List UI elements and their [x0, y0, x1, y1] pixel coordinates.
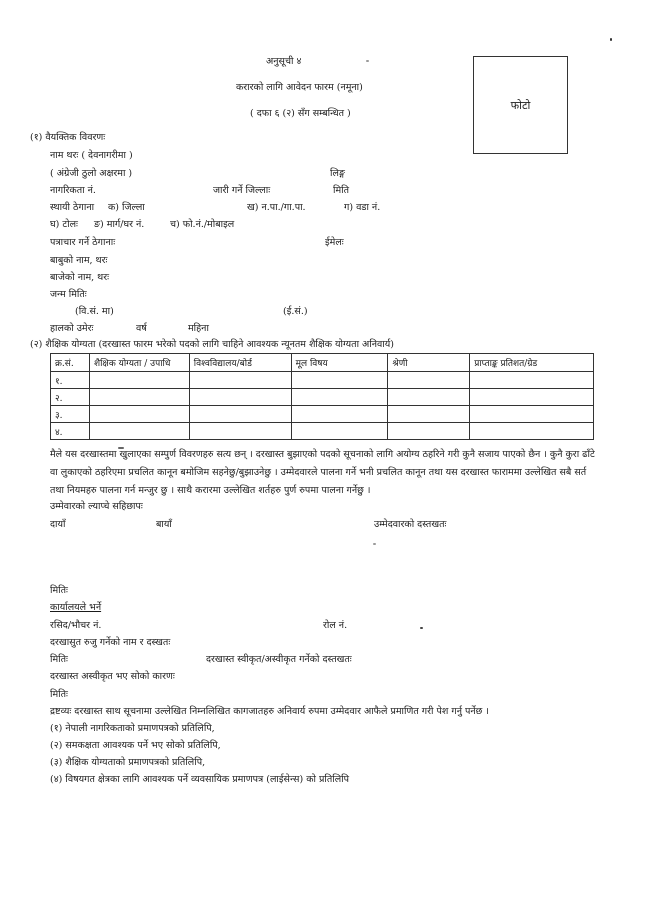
- cell-qualification[interactable]: [89, 372, 189, 389]
- gender-label: लिङ्ग: [330, 168, 345, 179]
- education-table: [50, 353, 594, 440]
- ward-no-label: ग) वडा नं.: [344, 202, 381, 213]
- street-house-label: ङ) मार्ग/घर नं.: [94, 219, 145, 230]
- citizenship-date-label: मिति: [333, 185, 350, 196]
- declaration-date-label: मितिः: [50, 585, 68, 596]
- scan-speck: [610, 38, 612, 41]
- scan-speck: [420, 627, 423, 629]
- table-header-row: [51, 354, 594, 372]
- table-row: [51, 389, 594, 406]
- declaration-text: मैले यस दरखास्तमा खुलाएका सम्पुर्ण विवरणहरु सत्य छन् । दरखास्त बुझाएको पदको सूचनाको लागि अयोग्य ठहरिने गरी कुनै सजाय पाएको छैन । कुनै कुरा ढाँटे वा लुकाएको ठहरिएमा प्रचलित कानून बमोजिम सहनेछु/बुझाउनेछु । उम्मेदवारले पालना गर्ने भनी प्रचलित कानून तथा यस दरखास्त फाराममा उल्लेखित सबै सर्त तथा नियमहरु पालना गर्न मन्जुर छु । साथै करारमा उल्लेखित शर्तहरु पुर्ण रुपमा पालना गर्नेछु ।: [50, 449, 595, 496]
- registrar-label: दरखासुत रुजु गर्नेको नाम र दस्खतः: [50, 637, 171, 648]
- cell-division[interactable]: [388, 406, 470, 423]
- column-header-percentage-grade: प्राप्ताङ्क प्रतिशत/ग्रेड: [470, 354, 594, 372]
- dob-label: जन्म मितिः: [50, 289, 87, 300]
- cell-serial: १.: [51, 372, 90, 389]
- district-label: क) जिल्ला: [108, 202, 145, 213]
- cell-university[interactable]: [189, 423, 291, 440]
- right-thumb-label: दायाँ: [50, 519, 66, 530]
- column-header-division: श्रेणी: [388, 354, 470, 372]
- section2-heading: (२) शैक्षिक योग्यता (दरखास्त फारम भरेको पदको लागि चाहिने आवश्यक न्यूनतम शैक्षिक योग्यता अनिवार्य): [30, 339, 395, 350]
- father-name-label: बाबुको नाम, थरः: [50, 255, 108, 266]
- notes-intro: द्रष्टव्यः दरखास्त साथ सूचनामा उल्लेखित निम्नलिखित कागजातहरु अनिवार्य रुपमा उम्मेदवार आफैले प्रमाणित गरी पेश गर्नु पर्नेछ ।: [50, 706, 489, 717]
- cell-division[interactable]: [388, 389, 470, 406]
- photo-label: फोटो: [510, 98, 531, 112]
- phone-mobile-label: च) फो.नं./मोबाइल: [170, 219, 235, 230]
- rejection-date-label: मितिः: [50, 689, 68, 700]
- current-age-label: हालको उमेरः: [50, 323, 94, 334]
- cell-qualification[interactable]: [89, 423, 189, 440]
- candidate-signature-label: उम्मेदवारको दस्तखतः: [374, 519, 447, 530]
- cell-university[interactable]: [189, 372, 291, 389]
- form-subtitle: ( दफा ६ (२) सँग सम्बन्धित ): [250, 108, 351, 119]
- cell-qualification[interactable]: [89, 389, 189, 406]
- receipt-no-label: रसिद/भौचर नं.: [50, 620, 102, 631]
- cell-serial: ३.: [51, 406, 90, 423]
- cell-percentage-grade[interactable]: [470, 389, 594, 406]
- issued-district-label: जारी गर्ने जिल्लाः: [213, 185, 271, 196]
- tole-label: घ) टोलः: [50, 219, 78, 230]
- schedule-label: अनुसूची ४: [266, 56, 302, 67]
- scan-speck: [373, 543, 376, 545]
- municipality-label: ख) न.पा./गा.पा.: [247, 202, 306, 213]
- column-header-major-subject: मूल विषय: [291, 354, 388, 372]
- photo-box[interactable]: [473, 56, 568, 154]
- column-header-university: विश्वविद्यालय/बोर्ड: [189, 354, 291, 372]
- column-header-serial: क्र.सं.: [51, 354, 90, 372]
- correspondence-address-label: पत्राचार गर्ने ठेगानाः: [50, 237, 116, 248]
- office-date-label: मितिः: [50, 654, 68, 665]
- dob-ad-label: (ई.सं.): [283, 306, 308, 317]
- years-label: वर्ष: [136, 323, 147, 334]
- grandfather-name-label: बाजेको नाम, थरः: [50, 272, 110, 283]
- cell-percentage-grade[interactable]: [470, 372, 594, 389]
- months-label: महिना: [188, 323, 209, 334]
- approver-signature-label: दरखास्त स्वीकृत/अस्वीकृत गर्नेको दस्तखतः: [206, 654, 352, 665]
- note-item: (२) समकक्षता आवश्यक पर्ने भए सोको प्रतिलिपि,: [50, 740, 221, 751]
- permanent-address-label: स्थायी ठेगाना: [50, 202, 95, 213]
- cell-qualification[interactable]: [89, 406, 189, 423]
- table-row: [51, 423, 594, 440]
- form-title: करारको लागि आवेदन फारम (नमूना): [236, 82, 363, 93]
- column-header-qualification: शैक्षिक योग्यता / उपाधि: [89, 354, 189, 372]
- cell-serial: २.: [51, 389, 90, 406]
- table-row: [51, 406, 594, 423]
- scan-speck: [366, 60, 369, 62]
- note-item: (३) शैक्षिक योग्यताको प्रमाणपत्रको प्रतिलिपि,: [50, 757, 206, 768]
- scan-speck: [118, 447, 124, 449]
- dob-bs-label: (वि.सं. मा): [75, 306, 114, 317]
- cell-major-subject[interactable]: [291, 389, 388, 406]
- office-use-heading: कार्यालयले भर्ने: [50, 602, 102, 613]
- roll-no-label: रोल नं.: [323, 620, 348, 631]
- table-row: [51, 372, 594, 389]
- note-item: (१) नेपाली नागरिकताको प्रमाणपत्रको प्रतिलिपि,: [50, 723, 215, 734]
- citizenship-no-label: नागरिकता नं.: [50, 185, 96, 196]
- cell-division[interactable]: [388, 372, 470, 389]
- cell-university[interactable]: [189, 406, 291, 423]
- name-devanagari-label: नाम थरः ( देवनागरीमा ): [50, 150, 133, 161]
- cell-division[interactable]: [388, 423, 470, 440]
- cell-major-subject[interactable]: [291, 423, 388, 440]
- section1-heading: (१) वैयक्तिक विवरणः: [30, 132, 106, 143]
- rejection-reason-label: दरखास्त अस्वीकृत भए सोको कारणः: [50, 671, 175, 682]
- cell-major-subject[interactable]: [291, 372, 388, 389]
- left-thumb-label: बायाँ: [156, 519, 172, 530]
- cell-percentage-grade[interactable]: [470, 406, 594, 423]
- cell-percentage-grade[interactable]: [470, 423, 594, 440]
- cell-university[interactable]: [189, 389, 291, 406]
- cell-serial: ४.: [51, 423, 90, 440]
- cell-major-subject[interactable]: [291, 406, 388, 423]
- thumbprint-label: उम्मेवारको ल्याप्चे सहिछापः: [50, 501, 143, 512]
- name-english-label: ( अंग्रेजी ठुलो अक्षरमा ): [50, 168, 133, 179]
- note-item: (४) विषयगत क्षेत्रका लागि आवश्यक पर्ने व्यवसायिक प्रमाणपत्र (लाईसेन्स) को प्रतिलिपि: [50, 774, 350, 785]
- email-label: ईमेलः: [325, 237, 344, 248]
